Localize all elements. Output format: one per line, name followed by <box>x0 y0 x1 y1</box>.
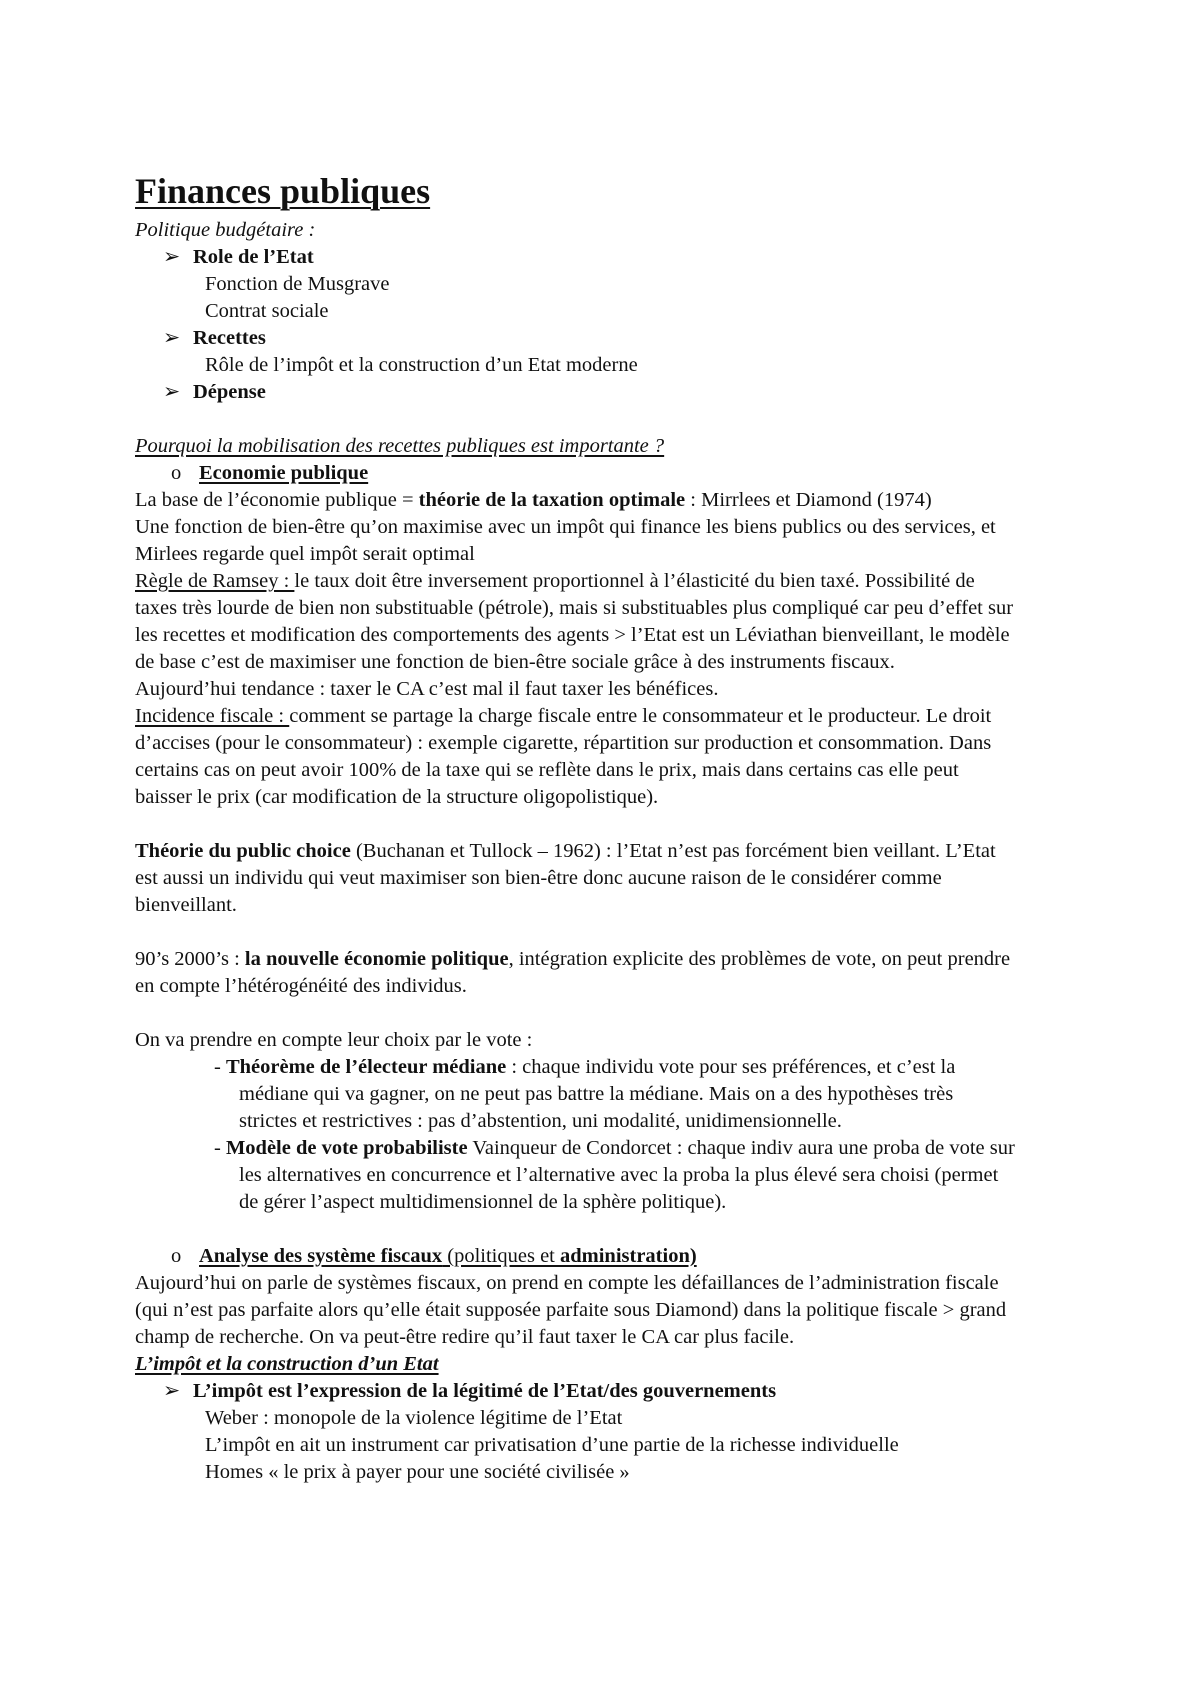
list-subitem: Homes « le prix à payer pour une société civilisée » <box>205 1461 630 1483</box>
list-item-label: Recettes <box>193 327 266 349</box>
arrowhead-bullet-icon: ➢ <box>163 381 181 403</box>
dash-bullet-icon: - <box>214 1056 226 1078</box>
paragraph <box>135 838 1015 919</box>
dash-bullet-icon: - <box>214 1137 226 1159</box>
text-run-underlined: Règle de Ramsey : <box>135 570 295 592</box>
arrowhead-bullet-icon: ➢ <box>163 1380 181 1402</box>
text-run: (politiques et <box>442 1245 560 1267</box>
sub-heading <box>135 460 1015 487</box>
sub-heading-label: Economie publique <box>199 462 369 484</box>
list-item <box>135 1135 1015 1216</box>
sub-heading <box>135 1243 1015 1270</box>
spacer <box>135 1216 1015 1243</box>
text-run: Vainqueur de Condorcet : chaque indiv aura une proba de vote sur les alternatives en concurrence et l’alternative avec la proba la plus élevé sera choisi (permet de gérer l’aspect multidimensionnel de la sphère politique). <box>239 1137 1015 1213</box>
list-subitem: Contrat sociale <box>205 300 329 322</box>
text-run: le taux doit être inversement proportionnel à l’élasticité du bien taxé. Possibilité de taxes très lourde de bien non substituable (pétrole), mais si substituables plus compliqué car peu d’effet sur les recettes et modification des comportements des agents > l’Etat est un Léviathan bienveillant, le modèle de base c’est de maximiser une fonction de bien-être sociale grâce à des instruments fiscaux. <box>135 570 1014 673</box>
text-run-bold: Analyse des système fiscaux <box>199 1245 443 1267</box>
text-run-underlined: Incidence fiscale : <box>135 705 290 727</box>
paragraph: Aujourd’hui tendance : taxer le CA c’est mal il faut taxer les bénéfices. <box>135 678 719 700</box>
list-item <box>135 379 1015 406</box>
paragraph: Une fonction de bien-être qu’on maximise avec un impôt qui finance les biens publics ou des services, et Mirlees regarde quel impôt serait optimal <box>135 516 996 565</box>
arrowhead-bullet-icon: ➢ <box>163 327 181 349</box>
list-item <box>135 325 1015 352</box>
document-content <box>135 168 1015 1486</box>
paragraph: Aujourd’hui on parle de systèmes fiscaux, on prend en compte les défaillances de l’administration fiscale (qui n’est pas parfaite alors qu’elle était supposée parfaite sous Diamond) dans la politique fiscale > grand champ de recherche. On va peut-être redire qu’il faut taxer le CA car plus facile. <box>135 1272 1007 1348</box>
circle-bullet-icon: o <box>171 1245 182 1267</box>
text-run-bold: Théorie du public choice <box>135 840 351 862</box>
text-run-bold: théorie de la taxation optimale <box>418 489 686 511</box>
list-subitem: Rôle de l’impôt et la construction d’un Etat moderne <box>205 354 638 376</box>
paragraph <box>135 703 1015 811</box>
list-item <box>135 1054 1015 1135</box>
spacer <box>135 406 1015 433</box>
intro-label: Politique budgétaire : <box>135 219 316 241</box>
text-run: 90’s 2000’s : <box>135 948 245 970</box>
list-item-label: L’impôt est l’expression de la légitimé de l’Etat/des gouvernements <box>193 1380 777 1402</box>
arrowhead-bullet-icon: ➢ <box>163 246 181 268</box>
text-run: comment se partage la charge fiscale entre le consommateur et le producteur. Le droit d’accises (pour le consommateur) : exemple cigarette, répartition sur production et consommation. Dans certains cas on peut avoir 100% de la taxe qui se reflète dans le prix, mais dans certains cas elle peut baisser le prix (car modification de la structure oligopolistique). <box>135 705 992 808</box>
list-item-label: Dépense <box>193 381 266 403</box>
spacer <box>135 919 1015 946</box>
text-run-bold: Modèle de vote probabiliste <box>225 1137 468 1159</box>
page-title: Finances publiques <box>135 171 431 211</box>
paragraph: On va prendre en compte leur choix par le vote : <box>135 1029 533 1051</box>
spacer <box>135 811 1015 838</box>
list-subitem: Weber : monopole de la violence légitime de l’Etat <box>205 1407 623 1429</box>
text-run-bold: la nouvelle économie politique <box>244 948 509 970</box>
text-run: : chaque individu vote pour ses préférences, et c’est la médiane qui va gagner, on ne peut pas battre la médiane. Mais on a des hypothèses très strictes et restrictives : pas d’abstention, uni modalité, unidimensionnelle. <box>239 1056 956 1132</box>
text-run: (Buchanan et Tullock – 1962) : l’Etat n’est pas forcément bien veillant. L’Etat est aussi un individu qui veut maximiser son bien-être donc aucune raison de le considérer comme bienveillant. <box>135 840 996 916</box>
text-run: La base de l’économie publique = <box>135 489 419 511</box>
circle-bullet-icon: o <box>171 462 182 484</box>
section-question: Pourquoi la mobilisation des recettes publiques est importante ? <box>135 435 665 457</box>
list-item <box>135 1378 1015 1405</box>
text-run-bold: administration) <box>560 1245 697 1267</box>
text-run: , intégration explicite des problèmes de vote, on peut prendre en compte l’hétérogénéité des individus. <box>135 948 1011 997</box>
list-item-label: Role de l’Etat <box>193 246 314 268</box>
text-run: : Mirrlees et Diamond (1974) <box>685 489 932 511</box>
list-item <box>135 244 1015 271</box>
paragraph <box>135 487 1015 514</box>
section-heading: L’impôt et la construction d’un Etat <box>135 1353 439 1375</box>
list-subitem: Fonction de Musgrave <box>205 273 390 295</box>
paragraph <box>135 946 1015 1000</box>
list-subitem: L’impôt en ait un instrument car privatisation d’une partie de la richesse individuelle <box>205 1434 899 1456</box>
paragraph <box>135 568 1015 676</box>
spacer <box>135 1000 1015 1027</box>
text-run-bold: Théorème de l’électeur médiane <box>225 1056 507 1078</box>
